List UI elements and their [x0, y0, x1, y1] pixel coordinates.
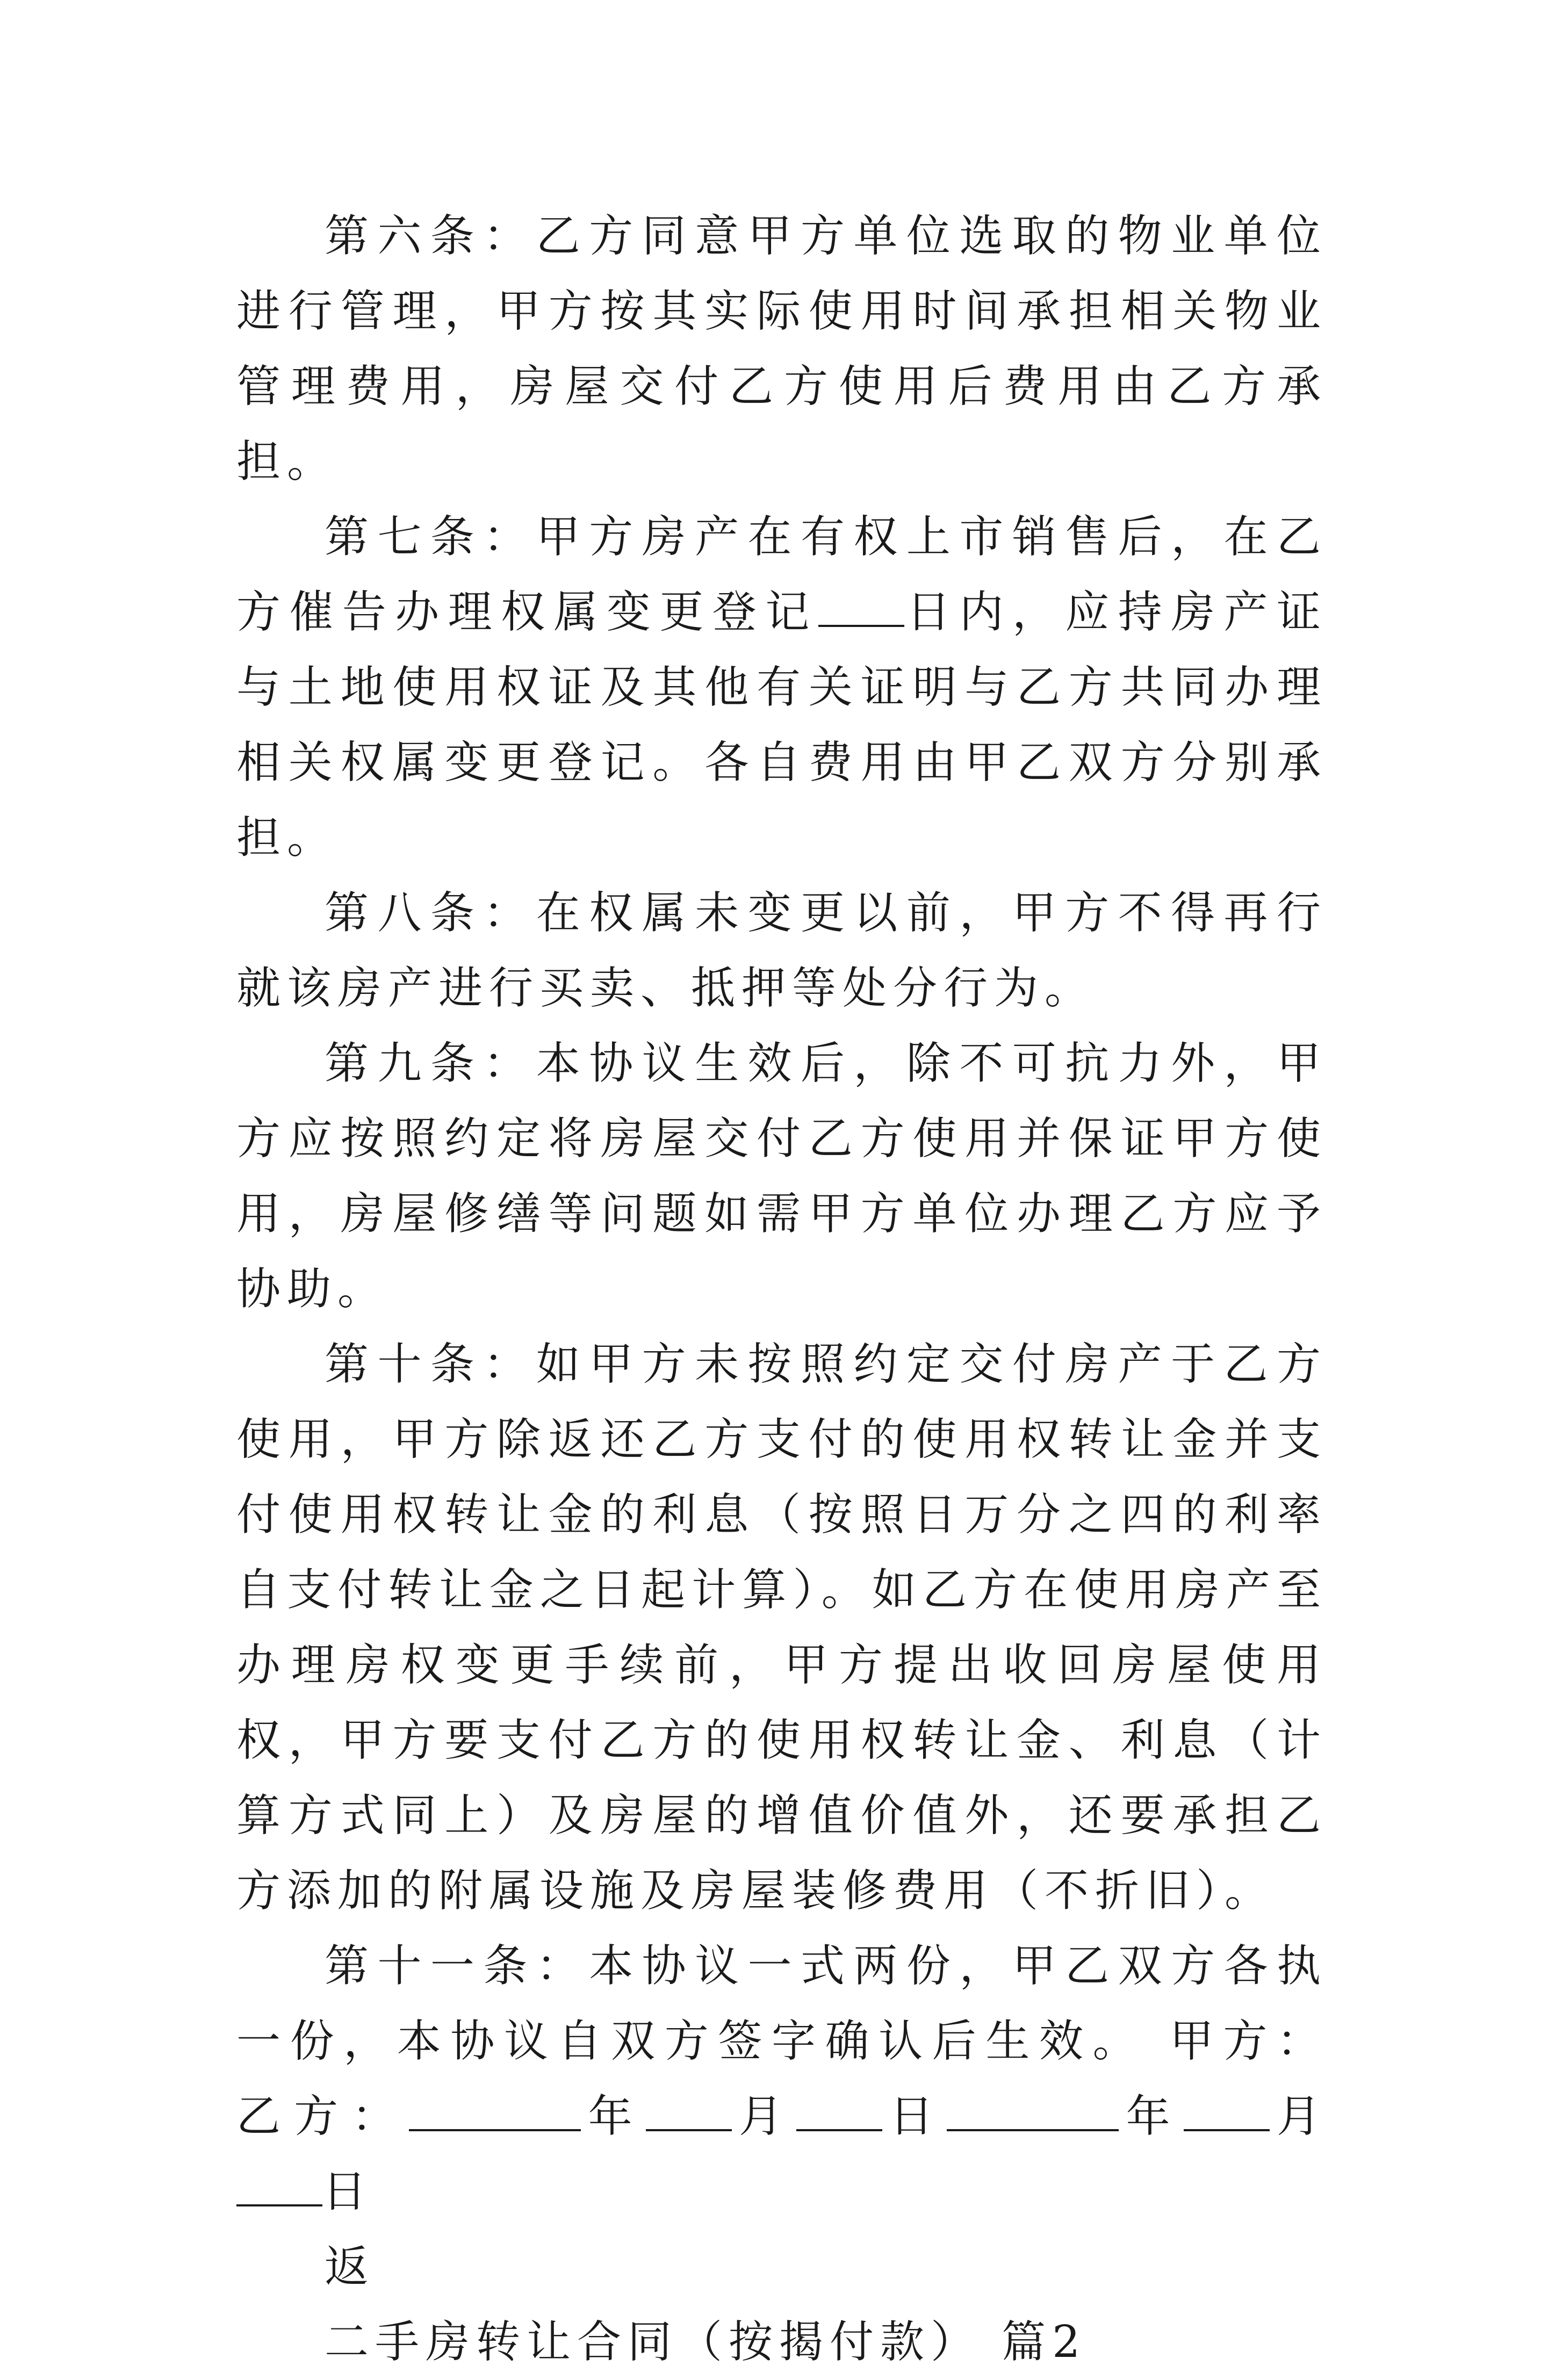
article-7: [236, 500, 1327, 876]
month-label-2: 月: [1269, 2091, 1327, 2142]
month-blank-2[interactable]: [1184, 2091, 1270, 2131]
next-section-title: 二手房转让合同（按揭付款） 篇2: [325, 2317, 1087, 2368]
article-9: 第九条：本协议生效后，除不可抗力外，甲方应按照约定将房屋交付乙方使用并保证甲方使用，房屋修缮等问题如需甲方单位办理乙方应予协助。: [236, 1038, 1327, 1315]
day-label-2: 日: [322, 2166, 373, 2217]
days-blank[interactable]: [818, 587, 904, 627]
year-label-2: 年: [1119, 2091, 1184, 2142]
day-blank-2[interactable]: [236, 2167, 322, 2206]
month-blank-1[interactable]: [646, 2091, 732, 2131]
article-10: 第十条：如甲方未按照约定交付房产于乙方使用，甲方除返还乙方支付的使用权转让金并支付使用权转让金的利息（按照日万分之四的利率自支付转让金之日起计算）。如乙方在使用房产至办理房权变更手续前，甲方提出收回房屋使用权，甲方要支付乙方的使用权转让金、利息（计算方式同上）及房屋的增值价值外，还要承担乙方添加的附属设施及房屋装修费用（不折旧）。: [236, 1339, 1327, 1916]
month-label-1: 月: [731, 2091, 797, 2142]
article-11: [236, 1929, 1327, 2230]
day-blank-1[interactable]: [796, 2091, 882, 2131]
day-label-1: 日: [882, 2091, 947, 2142]
year-blank-2[interactable]: [947, 2091, 1119, 2131]
article-7-part-2: 日内，应持房产证与土地使用权证及其他有关证明与乙方共同办理相关权属变更登记。各自费用由甲乙双方分别承担。: [236, 587, 1327, 863]
article-11-text: 第十一条：本协议一式两份，甲乙双方各执一份，本协议自双方签字确认后生效。 甲方： 乙方：: [236, 1941, 1327, 2142]
article-8: 第八条：在权属未变更以前，甲方不得再行就该房产进行买卖、抵押等处分行为。: [236, 888, 1327, 1014]
article-6: 第六条：乙方同意甲方单位选取的物业单位进行管理，甲方按其实际使用时间承担相关物业管理费用，房屋交付乙方使用后费用由乙方承担。: [236, 211, 1327, 487]
document-body: [236, 199, 1327, 2380]
article-7-part-1: 第七条：甲方房产在有权上市销售后，在乙方催告办理权属变更登记: [236, 511, 1327, 638]
year-blank-1[interactable]: [409, 2091, 581, 2131]
year-label-1: 年: [581, 2091, 646, 2142]
return-link[interactable]: 返: [325, 2241, 376, 2292]
